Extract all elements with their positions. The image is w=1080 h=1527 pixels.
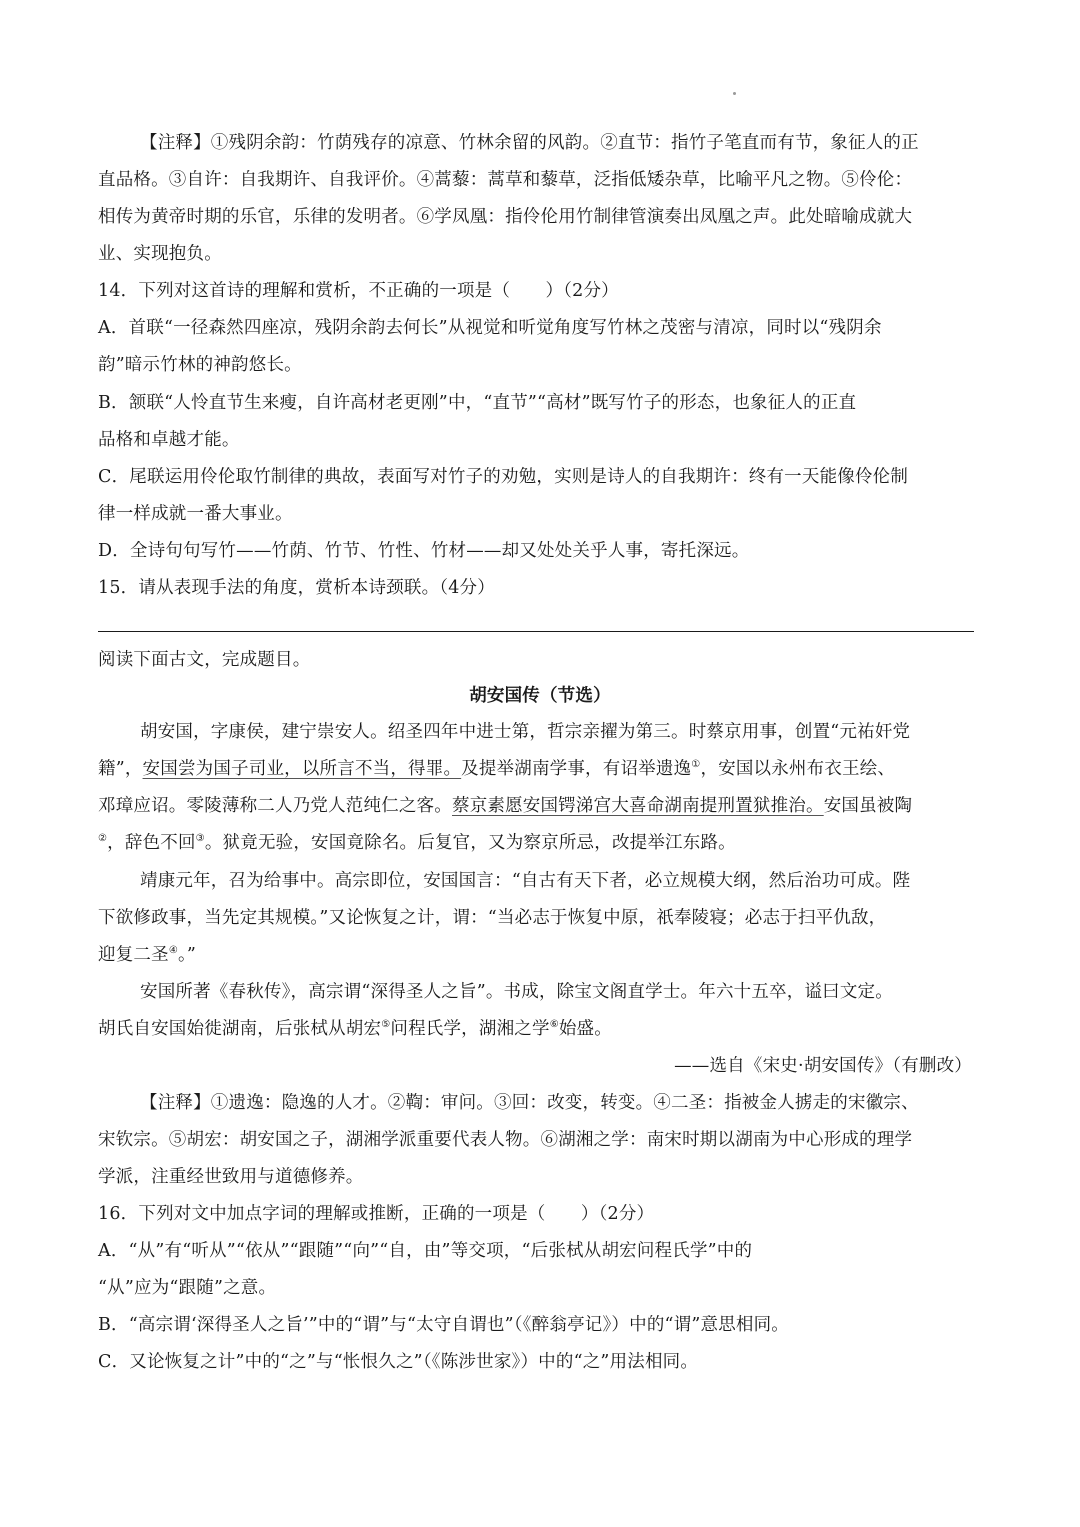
underlined-sentence: 蔡京素愿安国锷涕宫大喜命湖南提刑置狱推治。 (452, 796, 824, 816)
poem-note-line: 直品格。③自许：自我期许、自我评价。④蒿藜：蒿草和藜草，泛指低矮杂草，比喻平凡之物。⑤伶伦： (98, 170, 913, 190)
passage-note-line: 学派，注重经世致用与道德修养。 (98, 1167, 364, 1187)
reading-instruction: 阅读下面古文，完成题目。 (98, 650, 311, 670)
footnote-mark: ① (691, 759, 701, 771)
option-14b: B．颔联“人怜直节生来瘦，自许高材老更刚”中，“直节”“高材”既写竹子的形态，也象征人的正直 (98, 393, 857, 413)
scan-dot (733, 92, 736, 95)
option-14a-cont: 韵”暗示竹林的神韵悠长。 (98, 355, 302, 375)
footnote-mark: ④ (168, 945, 178, 957)
source-attribution: ——选自《宋史·胡安国传》（有删改） (674, 1056, 972, 1076)
passage-line: 下欲修政事，当先定其规模。”又论恢复之计，谓：“当必志于恢复中原，祇奉陵寝；必志于扫平仇敌， (98, 908, 887, 928)
passage-line (98, 1017, 982, 1041)
text-span: 迎复二圣 (98, 945, 169, 965)
text-span: 邓璋应诏。零陵薄称二人乃党人范纯仁之客。 (98, 796, 452, 816)
option-14a: A．首联“一径森然四座凉，残阴余韵去何长”从视觉和听觉角度写竹林之茂密与清凉，同时以“残阴余 (98, 318, 882, 338)
footnote-mark: ③ (195, 833, 205, 845)
footnote-mark: ⑥ (549, 1019, 559, 1031)
text-span: 安国虽被陶 (823, 796, 913, 816)
footnote-mark: ② (98, 833, 108, 845)
passage-line (98, 794, 982, 818)
text-span: 。” (177, 945, 197, 965)
option-14c-cont: 律一样成就一番大事业。 (98, 504, 293, 524)
passage-line: 胡安国，字康侯，建宁崇安人。绍圣四年中进士第，哲宗亲擢为第三。时蔡京用事，创置“元祐奸党 (140, 722, 911, 742)
text-span: 籍”， (98, 759, 143, 779)
text-span: 及提举湖南学事，有诏举遗逸 (461, 759, 692, 779)
text-span: ，辞色不回 (107, 833, 196, 853)
question-16: 16．下列对文中加点字词的理解或推断，正确的一项是（ ）（2分） (98, 1204, 655, 1224)
poem-note-line: 相传为黄帝时期的乐官，乐律的发明者。⑥学凤凰：指伶伦用竹制律管演奏出凤凰之声。此处暗喻成就大 (98, 207, 913, 227)
text-span: 。狱竟无验，安国竟除名。后复官，又为察京所忌，改提举江东路。 (204, 833, 736, 853)
passage-note-line: 【注释】①遗逸：隐逸的人才。②鞫：审问。③回：改变，转变。④二圣：指被金人掳走的宋徽宗、 (140, 1093, 919, 1113)
passage-line (98, 831, 982, 855)
option-16b: B．“高宗谓‘深得圣人之旨’”中的“谓”与“太守自谓也”（《醉翁亭记》）中的“谓”意思相同。 (98, 1315, 790, 1335)
underlined-sentence: 安国尝为国子司业，以所言不当，得罪。 (142, 759, 462, 779)
passage-line (98, 943, 982, 967)
passage-line: 安国所著《春秋传》，高宗谓“深得圣人之旨”。书成，除宝文阁直学士。年六十五卒，谥曰文定。 (140, 982, 893, 1002)
text-span: 问程氏学，湖湘之学 (390, 1019, 550, 1039)
option-14d: D．全诗句句写竹——竹荫、竹节、竹性、竹材——却又处处关乎人事，寄托深远。 (98, 541, 750, 561)
footnote-mark: ⑤ (381, 1019, 391, 1031)
option-16c: C．又论恢复之计”中的“之”与“怅恨久之”（《陈涉世家》）中的“之”用法相同。 (98, 1352, 699, 1372)
text-span: 胡氏自安国始徙湖南，后张栻从胡宏 (98, 1019, 382, 1039)
option-16a: A．“从”有“听从”“依从”“跟随”“向”“自，由”等交项，“后张栻从胡宏问程氏学”中的 (98, 1241, 753, 1261)
option-14c: C．尾联运用伶伦取竹制律的典故，表面写对竹子的劝勉，实则是诗人的自我期许：终有一天能像伶伦制 (98, 467, 909, 487)
text-span: 始盛。 (558, 1019, 612, 1039)
poem-note-line: 业、实现抱负。 (98, 244, 222, 264)
text-span: ，安国以永州布衣王绘、 (700, 759, 896, 779)
option-14b-cont: 品格和卓越才能。 (98, 430, 240, 450)
passage-line (98, 757, 982, 781)
answer-line[interactable] (98, 631, 974, 632)
passage-title: 胡安国传（节选） (469, 686, 611, 706)
passage-note-line: 宋钦宗。⑤胡宏：胡安国之子，湖湘学派重要代表人物。⑥湖湘之学：南宋时期以湖南为中心形成的理学 (98, 1130, 913, 1150)
poem-note-line: 【注释】①残阴余韵：竹荫残存的凉意、竹林余留的风韵。②直节：指竹子笔直而有节，象征人的正 (140, 133, 919, 153)
passage-line: 靖康元年，召为给事中。高宗即位，安国国言：“自古有天下者，必立规模大纲，然后治功可成。陛 (140, 871, 911, 891)
question-15: 15．请从表现手法的角度，赏析本诗颈联。（4分） (98, 578, 495, 598)
question-14: 14．下列对这首诗的理解和赏析，不正确的一项是（ ）（2分） (98, 281, 619, 301)
option-16a-cont: “从”应为“跟随”之意。 (98, 1278, 277, 1298)
